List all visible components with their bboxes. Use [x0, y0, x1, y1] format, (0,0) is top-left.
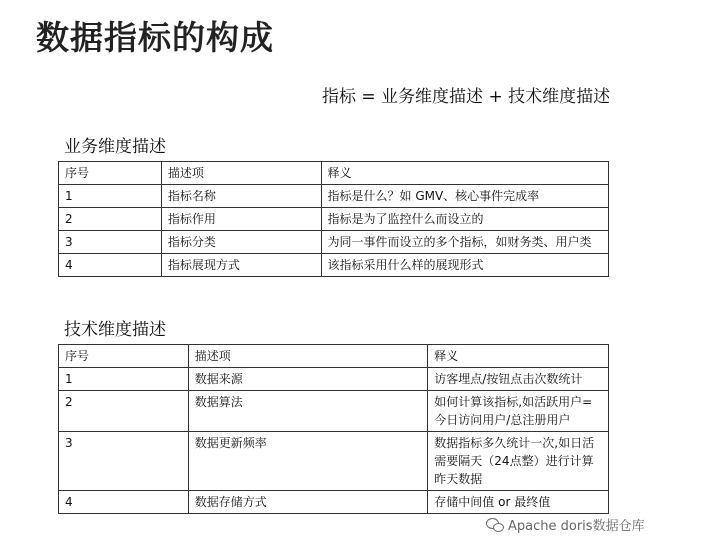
table-cell: 指标作用 — [161, 208, 321, 231]
table-cell: 数据指标多久统计一次,如日活需要隔天（24点整）进行计算昨天数据 — [428, 432, 609, 491]
header-cell: 描述项 — [188, 345, 428, 368]
table-cell: 为同一事件而设立的多个指标，如财务类、用户类 — [321, 231, 609, 254]
table-cell: 指标是为了监控什么而设立的 — [321, 208, 609, 231]
table-row — [59, 368, 609, 391]
table-cell: 2 — [59, 208, 162, 231]
header-cell: 释义 — [321, 162, 609, 185]
table-cell: 数据存储方式 — [188, 491, 428, 514]
watermark-text: Apache doris数据仓库 — [508, 519, 645, 534]
table-cell: 访客埋点/按钮点击次数统计 — [428, 368, 609, 391]
table-cell: 1 — [59, 185, 162, 208]
table-cell: 如何计算该指标,如活跃用户=今日访问用户/总注册用户 — [428, 391, 609, 432]
formula-text: 指标 = 业务维度描述 + 技术维度描述 — [322, 87, 611, 107]
technical-table — [58, 344, 609, 514]
table-row — [59, 185, 609, 208]
table-row — [59, 391, 609, 432]
table-cell: 3 — [59, 432, 189, 491]
header-cell: 序号 — [59, 345, 189, 368]
page-title: 数据指标的构成 — [36, 18, 274, 57]
table-cell: 数据来源 — [188, 368, 428, 391]
header-cell: 描述项 — [161, 162, 321, 185]
table-cell: 指标名称 — [161, 185, 321, 208]
table-cell: 3 — [59, 231, 162, 254]
table-row — [59, 432, 609, 491]
watermark — [486, 515, 645, 534]
business-table — [58, 161, 609, 277]
table-cell: 4 — [59, 254, 162, 277]
table-cell: 1 — [59, 368, 189, 391]
header-cell: 释义 — [428, 345, 609, 368]
wechat-icon — [486, 518, 504, 532]
business-heading: 业务维度描述 — [64, 137, 166, 157]
table-row — [59, 491, 609, 514]
table-row — [59, 208, 609, 231]
table-cell: 指标展现方式 — [161, 254, 321, 277]
technical-heading: 技术维度描述 — [64, 320, 166, 340]
table-cell: 4 — [59, 491, 189, 514]
table-cell: 指标分类 — [161, 231, 321, 254]
table-cell: 该指标采用什么样的展现形式 — [321, 254, 609, 277]
table-header-row — [59, 345, 609, 368]
table-cell: 2 — [59, 391, 189, 432]
table-header-row — [59, 162, 609, 185]
table-row — [59, 254, 609, 277]
table-cell: 存储中间值 or 最终值 — [428, 491, 609, 514]
table-row — [59, 231, 609, 254]
table-cell: 数据算法 — [188, 391, 428, 432]
header-cell: 序号 — [59, 162, 162, 185]
table-cell: 指标是什么？如 GMV、核心事件完成率 — [321, 185, 609, 208]
table-cell: 数据更新频率 — [188, 432, 428, 491]
